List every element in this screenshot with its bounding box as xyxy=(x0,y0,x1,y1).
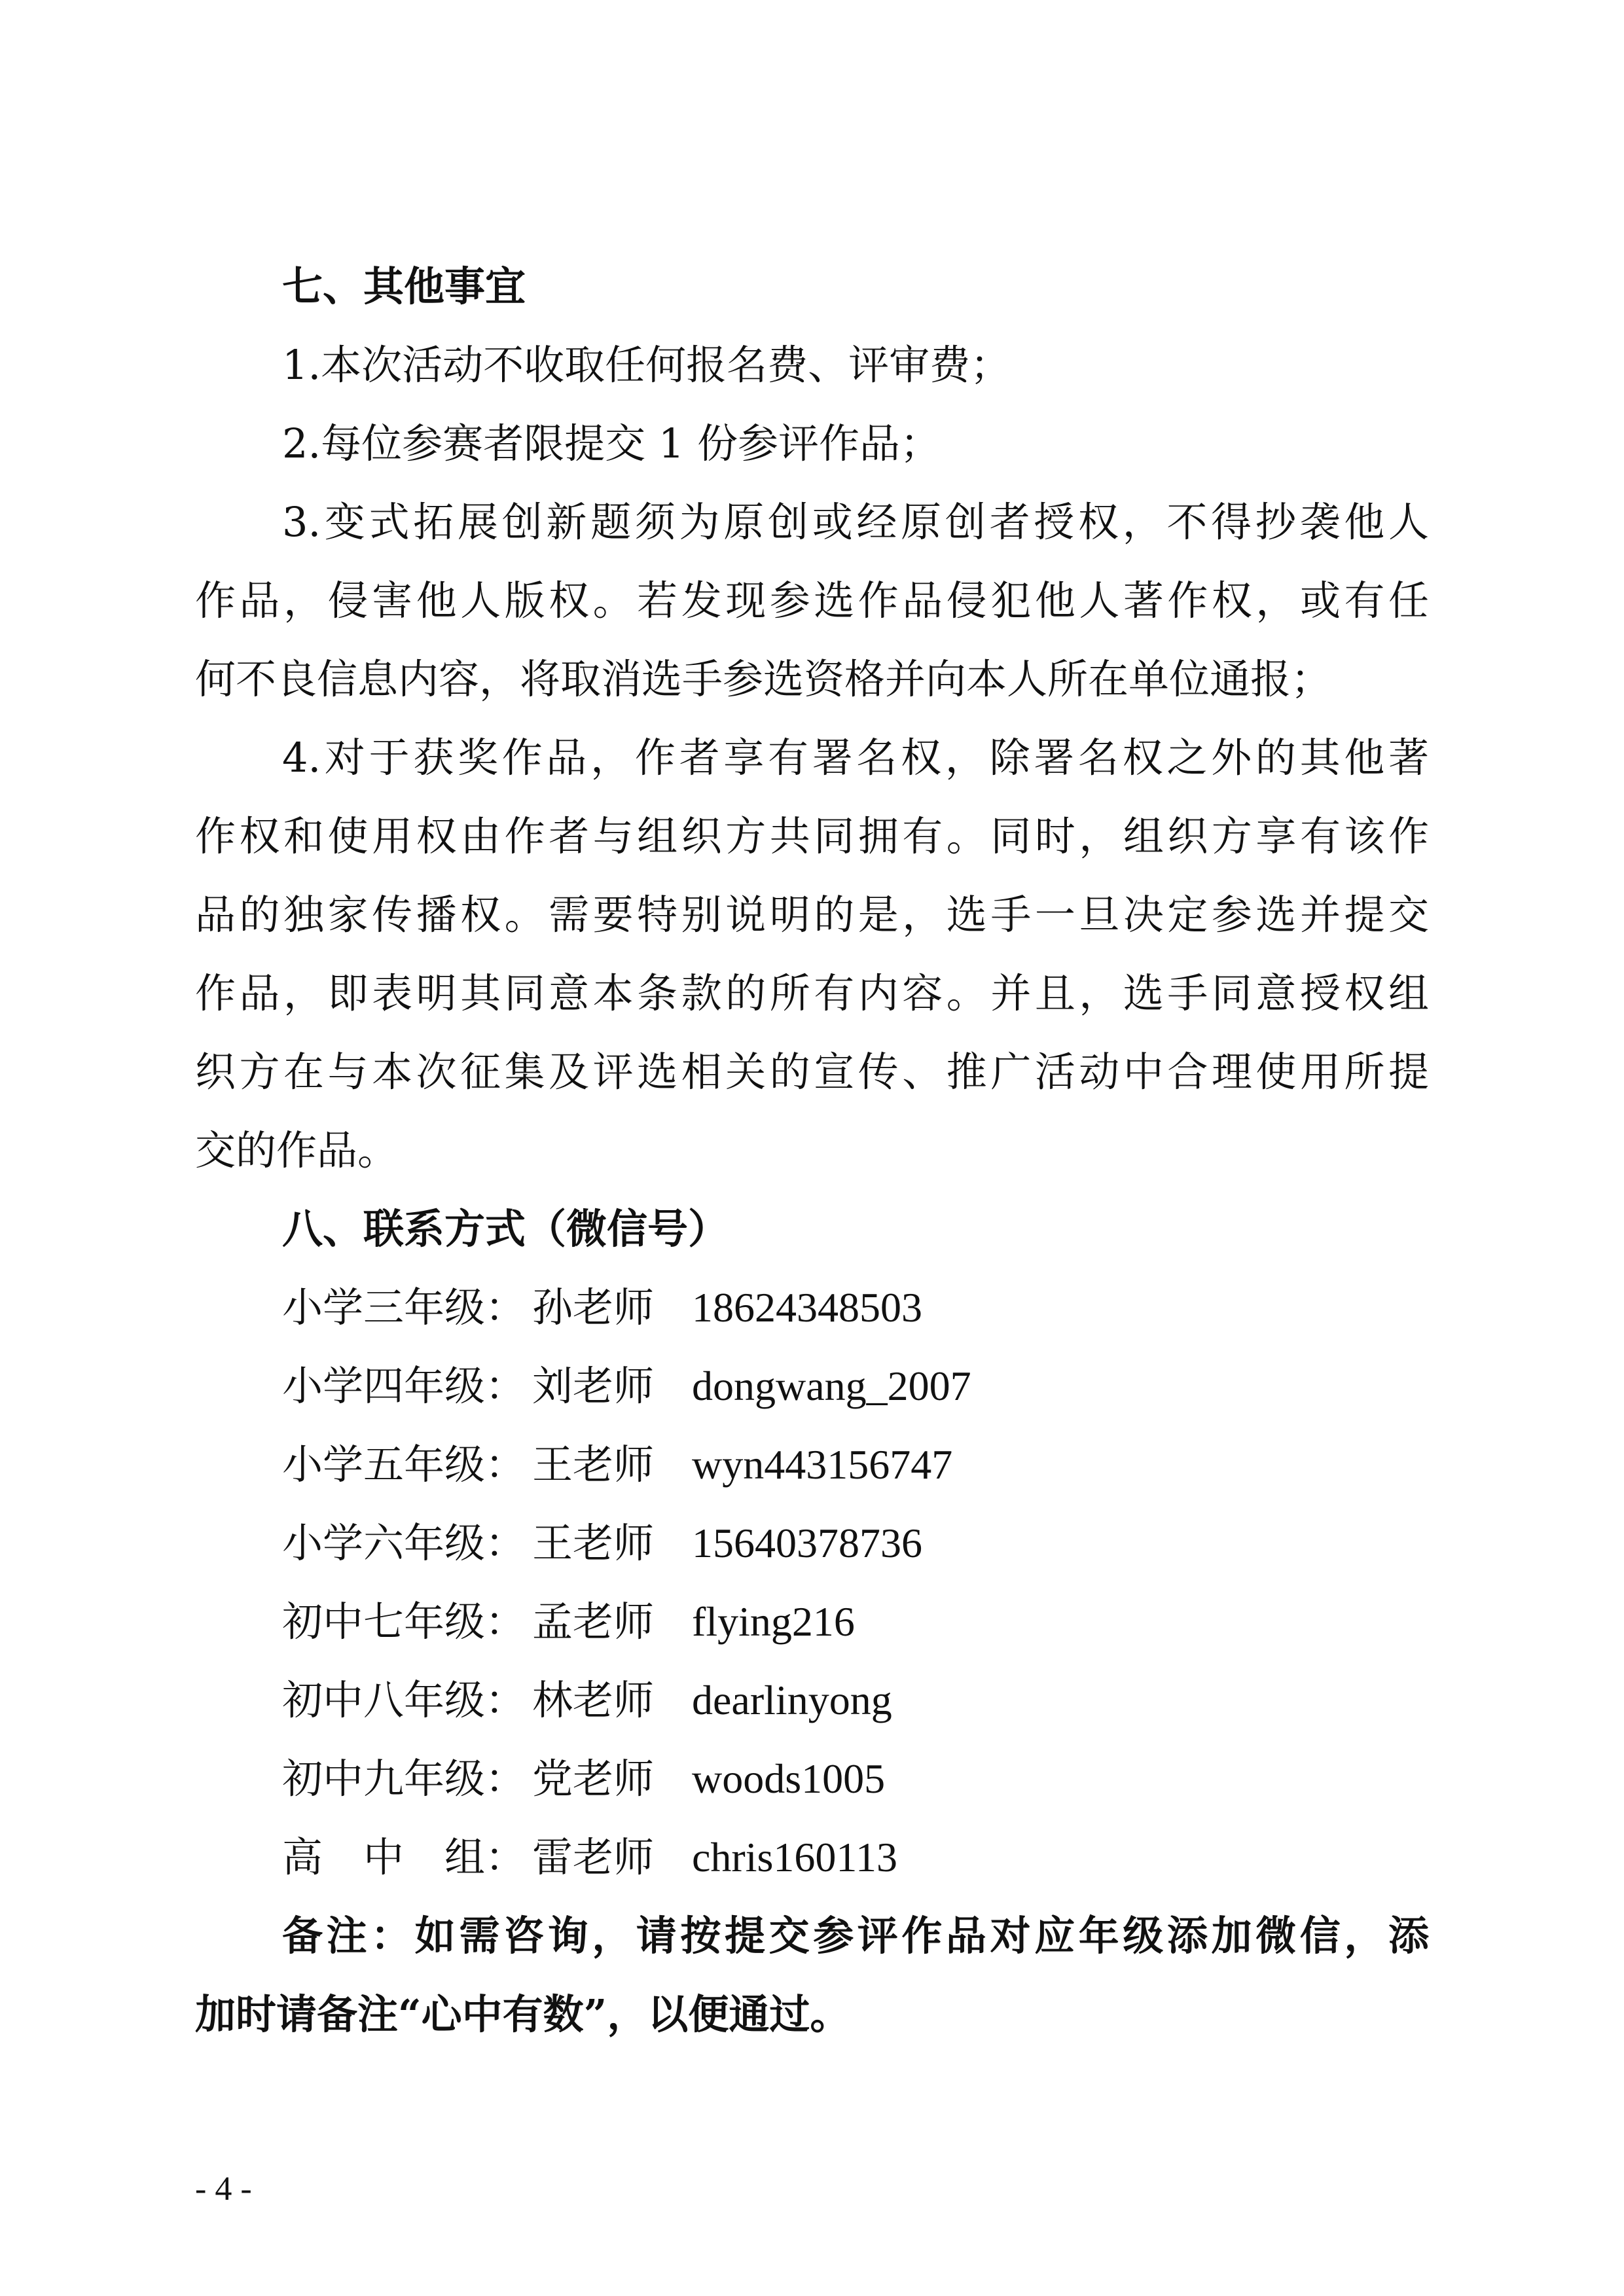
contact-grade: 小学三年级： xyxy=(282,1283,526,1331)
section-7-item-3-line-1: 3.变式拓展创新题须为原创或经原创者授权，不得抄袭他人 xyxy=(282,498,1429,546)
contact-teacher: 孙老师 xyxy=(532,1283,655,1331)
section-7-item-1: 1.本次活动不收取任何报名费、评审费； xyxy=(282,341,1011,389)
note-line-2: 加时请备注“心中有数”，以便通过。 xyxy=(195,1990,851,2038)
contact-teacher: 孟老师 xyxy=(532,1598,655,1645)
contact-wechat: 18624348503 xyxy=(692,1284,922,1331)
contact-wechat: flying216 xyxy=(692,1598,855,1645)
section-7-item-4-line-6: 交的作品。 xyxy=(195,1126,399,1174)
contact-row xyxy=(282,1596,855,1648)
contact-grade: 初中九年级： xyxy=(282,1755,526,1803)
section-7-item-2: 2.每位参赛者限提交 1 份参评作品； xyxy=(282,420,941,467)
contact-row xyxy=(282,1753,885,1805)
contact-wechat: wyn443156747 xyxy=(692,1441,953,1488)
contact-row xyxy=(282,1831,897,1884)
section-7-item-4-line-1: 4.对于获奖作品，作者享有署名权，除署名权之外的其他著 xyxy=(282,734,1429,781)
section-7-heading: 七、其他事宜 xyxy=(282,262,526,310)
contact-teacher: 王老师 xyxy=(532,1519,655,1567)
contact-row xyxy=(282,1439,952,1491)
contact-wechat: dongwang_2007 xyxy=(692,1363,971,1409)
contact-teacher: 林老师 xyxy=(532,1676,655,1724)
section-7-item-4-line-3: 品的独家传播权。需要特别说明的是，选手一旦决定参选并提交 xyxy=(195,891,1429,939)
contact-row xyxy=(282,1517,922,1570)
contact-row xyxy=(282,1360,971,1412)
contact-grade: 小学六年级： xyxy=(282,1519,526,1567)
contact-grade: 小学四年级： xyxy=(282,1362,526,1410)
contact-teacher: 刘老师 xyxy=(532,1362,655,1410)
contact-grade: 高 中 组： xyxy=(282,1833,526,1881)
section-7-item-3-line-3: 何不良信息内容，将取消选手参选资格并向本人所在单位通报； xyxy=(195,655,1332,703)
contact-row xyxy=(282,1282,922,1334)
contact-wechat: 15640378736 xyxy=(692,1520,922,1566)
note-line-1: 备注：如需咨询，请按提交参评作品对应年级添加微信，添 xyxy=(282,1912,1429,1960)
contact-wechat: chris160113 xyxy=(692,1834,898,1880)
contact-teacher: 党老师 xyxy=(532,1755,655,1803)
contact-grade: 初中八年级： xyxy=(282,1676,526,1724)
contact-grade: 初中七年级： xyxy=(282,1598,526,1645)
section-8-heading: 八、联系方式（微信号） xyxy=(282,1205,729,1253)
section-7-item-4-line-5: 织方在与本次征集及评选相关的宣传、推广活动中合理使用所提 xyxy=(195,1048,1429,1096)
section-7-item-3-line-2: 作品，侵害他人版权。若发现参选作品侵犯他人著作权，或有任 xyxy=(195,577,1429,624)
section-7-item-4-line-4: 作品，即表明其同意本条款的所有内容。并且，选手同意授权组 xyxy=(195,969,1429,1017)
contact-teacher: 雷老师 xyxy=(532,1833,655,1881)
contact-wechat: dearlinyong xyxy=(692,1677,892,1723)
contact-teacher: 王老师 xyxy=(532,1441,655,1488)
page-number: - 4 - xyxy=(195,2170,252,2208)
contact-grade: 小学五年级： xyxy=(282,1441,526,1488)
contact-wechat: woods1005 xyxy=(692,1755,886,1802)
contact-row xyxy=(282,1674,892,1727)
section-7-item-4-line-2: 作权和使用权由作者与组织方共同拥有。同时，组织方享有该作 xyxy=(195,812,1429,860)
